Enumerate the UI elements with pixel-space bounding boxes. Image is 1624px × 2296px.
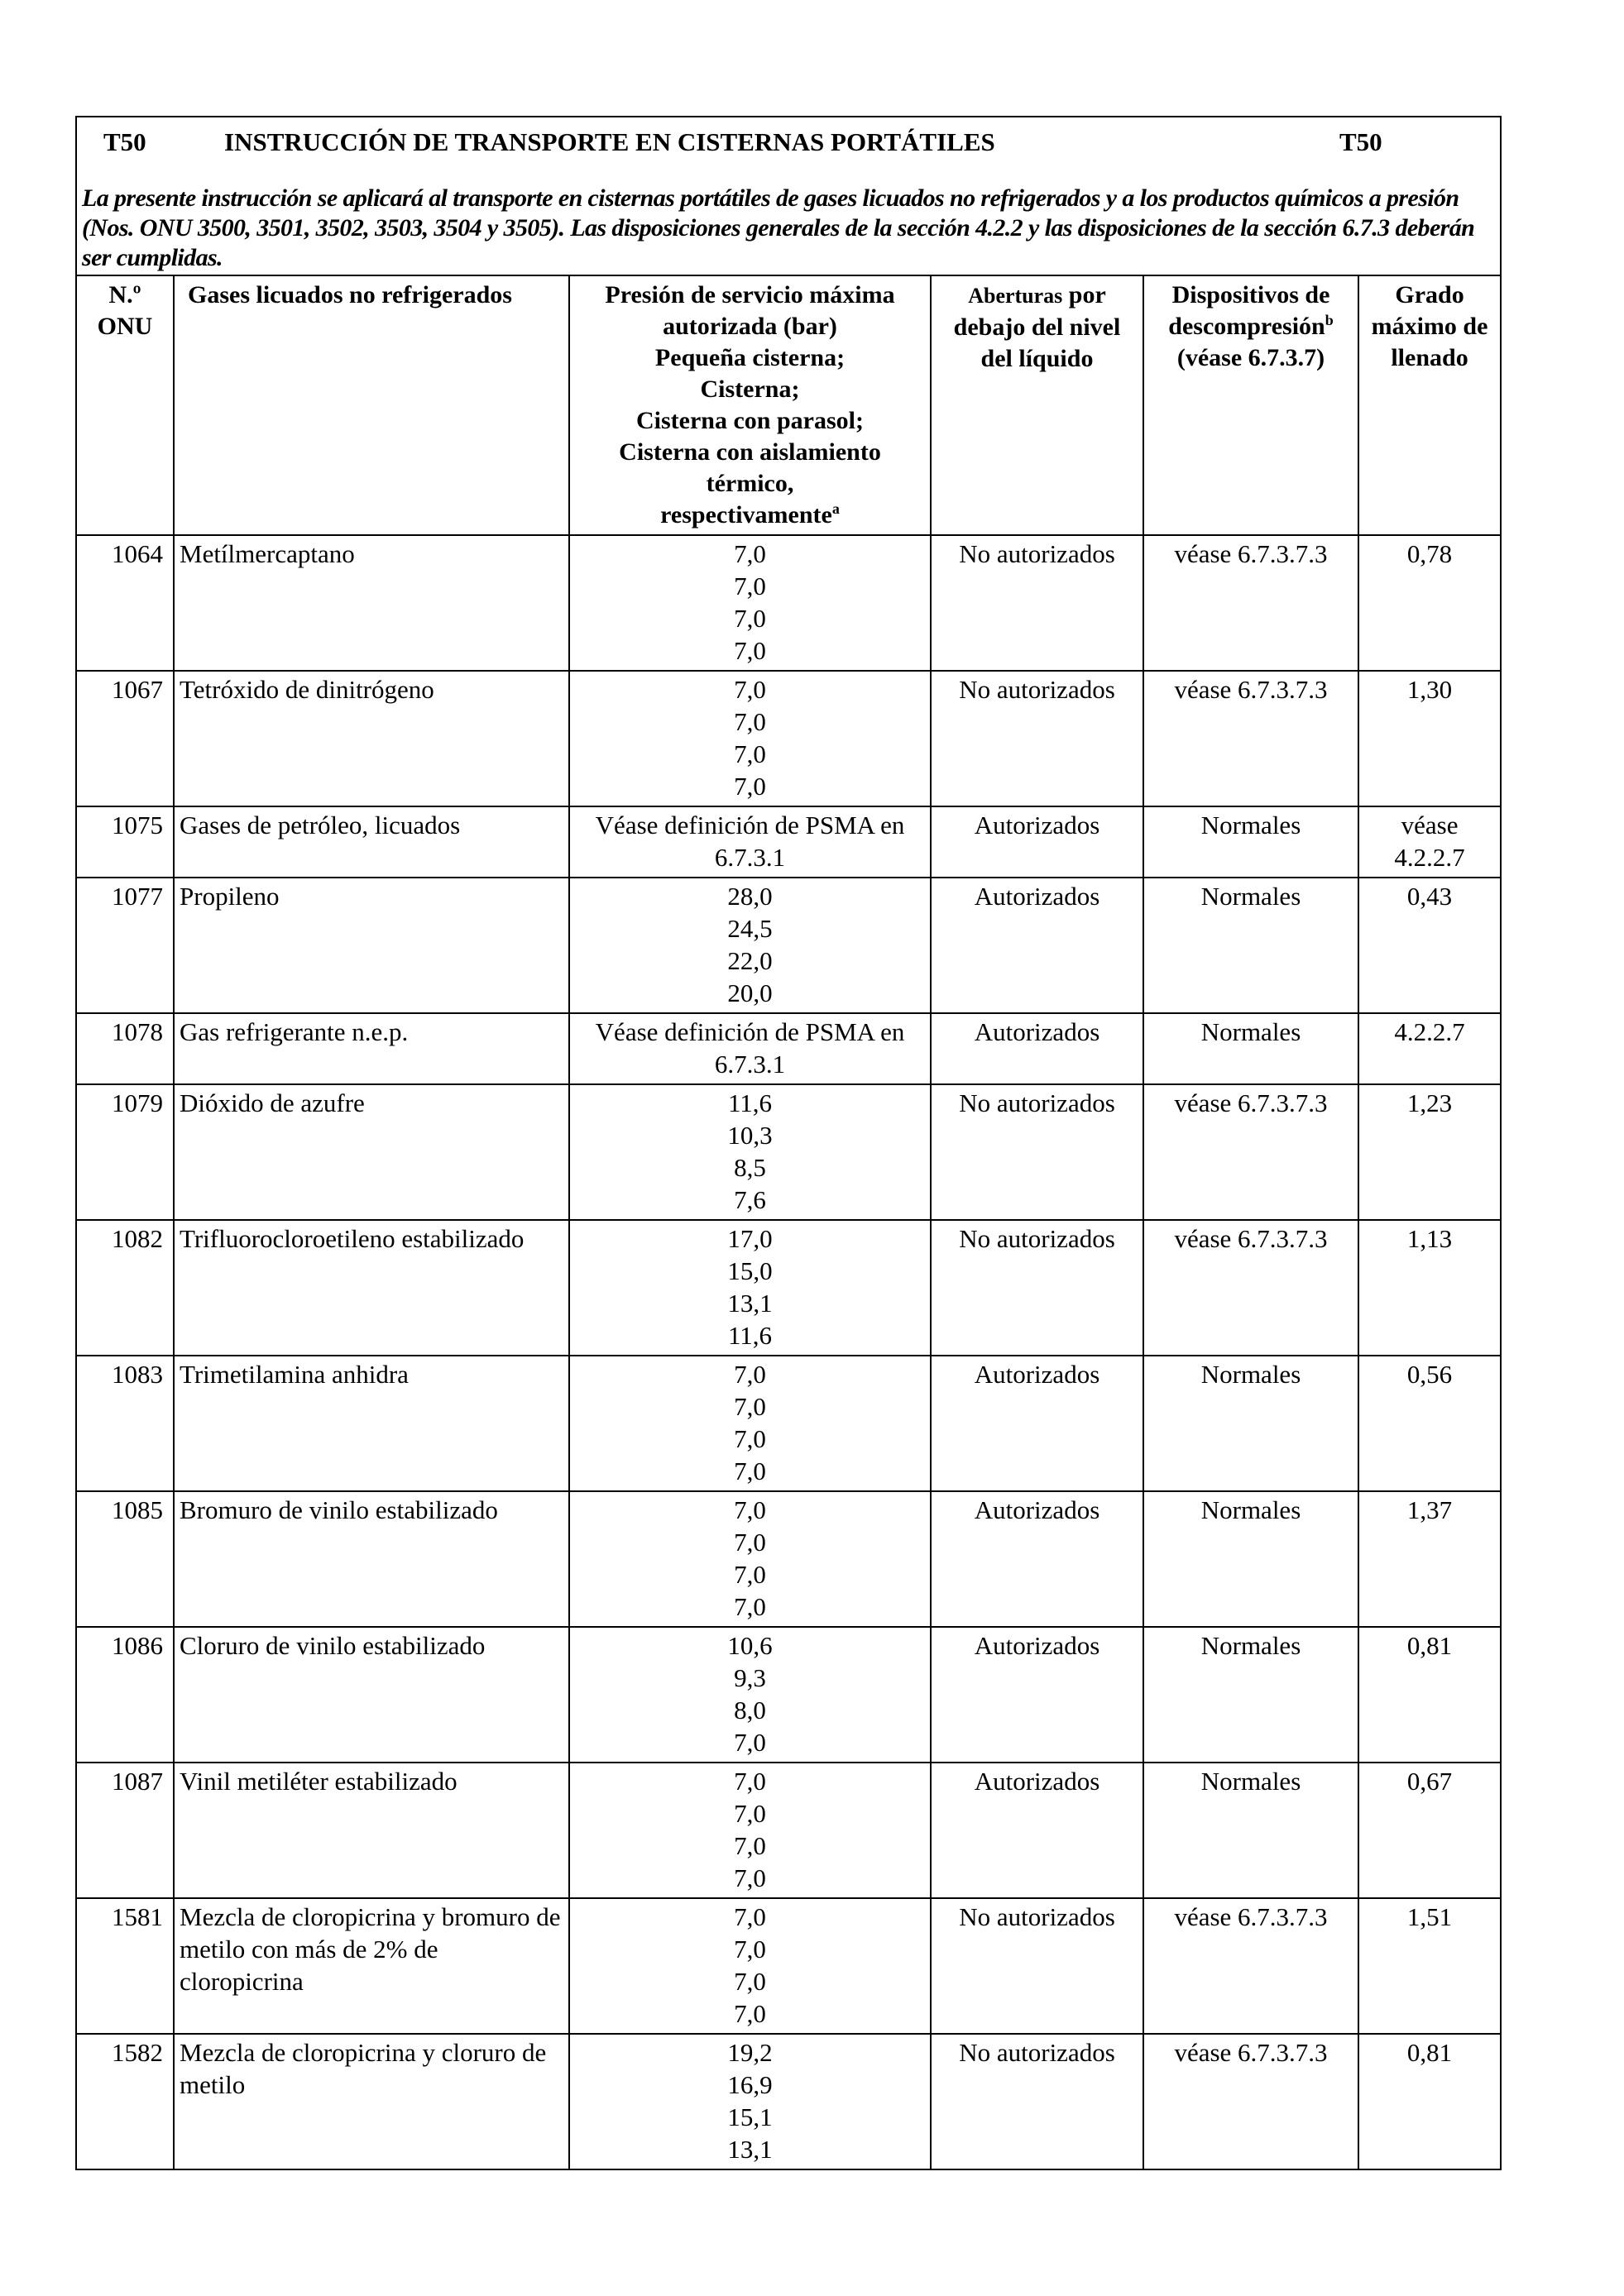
pressure-value: 7,0 bbox=[734, 1495, 766, 1524]
pressure-values bbox=[569, 878, 931, 1013]
max-filling-degree: 0,78 bbox=[1358, 535, 1501, 671]
onu-number: 1079 bbox=[76, 1084, 174, 1220]
onu-number: 1075 bbox=[76, 806, 174, 878]
pressure-value: 7,0 bbox=[734, 1392, 766, 1421]
relief-devices: Normales bbox=[1143, 806, 1358, 878]
pressure-value: 7,0 bbox=[734, 1592, 766, 1621]
onu-number: 1078 bbox=[76, 1013, 174, 1084]
openings-below-liquid: Autorizados bbox=[931, 806, 1143, 878]
pressure-value: 7,0 bbox=[734, 1767, 766, 1796]
onu-number: 1082 bbox=[76, 1220, 174, 1356]
pressure-values bbox=[569, 1220, 931, 1356]
substance-name: Metílmercaptano bbox=[174, 535, 569, 671]
pressure-value: 6.7.3.1 bbox=[714, 843, 786, 872]
pressure-value: 7,0 bbox=[734, 636, 766, 665]
pressure-value: 7,0 bbox=[734, 675, 766, 704]
table-row bbox=[76, 1491, 1501, 1627]
relief-devices: véase 6.7.3.7.3 bbox=[1143, 535, 1358, 671]
pressure-values bbox=[569, 1356, 931, 1491]
openings-below-liquid: Autorizados bbox=[931, 1627, 1143, 1763]
table-row bbox=[76, 2034, 1501, 2169]
pressure-values bbox=[569, 1013, 931, 1084]
relief-devices: Normales bbox=[1143, 1491, 1358, 1627]
relief-devices: véase 6.7.3.7.3 bbox=[1143, 671, 1358, 806]
openings-below-liquid: No autorizados bbox=[931, 535, 1143, 671]
max-filling-degree: 0,81 bbox=[1358, 1627, 1501, 1763]
substance-name: Gases de petróleo, licuados bbox=[174, 806, 569, 878]
substance-name: Propileno bbox=[174, 878, 569, 1013]
relief-devices: Normales bbox=[1143, 1763, 1358, 1898]
substance-name: Dióxido de azufre bbox=[174, 1084, 569, 1220]
pressure-value: 7,0 bbox=[734, 1967, 766, 1996]
pressure-value: 9,3 bbox=[734, 1663, 766, 1692]
pressure-value: 7,0 bbox=[734, 1999, 766, 2028]
max-filling-degree: 1,30 bbox=[1358, 671, 1501, 806]
pressure-value: 8,5 bbox=[734, 1153, 766, 1182]
substance-name: Gas refrigerante n.e.p. bbox=[174, 1013, 569, 1084]
pressure-value: 6.7.3.1 bbox=[714, 1050, 786, 1079]
onu-number: 1067 bbox=[76, 671, 174, 806]
relief-devices: véase 6.7.3.7.3 bbox=[1143, 1220, 1358, 1356]
pressure-value: Véase definición de PSMA en bbox=[595, 811, 905, 839]
max-filling-degree: 0,43 bbox=[1358, 878, 1501, 1013]
substance-name: Trimetilamina anhidra bbox=[174, 1356, 569, 1491]
substance-name: Vinil metiléter estabilizado bbox=[174, 1763, 569, 1898]
max-filling-degree: 1,13 bbox=[1358, 1220, 1501, 1356]
substance-name: Mezcla de cloropicrina y cloruro de metilo bbox=[174, 2034, 569, 2169]
pressure-values bbox=[569, 1627, 931, 1763]
onu-number: 1087 bbox=[76, 1763, 174, 1898]
pressure-value: 24,5 bbox=[727, 914, 773, 943]
pressure-value: 7,0 bbox=[734, 1728, 766, 1757]
pressure-value: 13,1 bbox=[727, 1289, 773, 1318]
max-filling-degree: 0,56 bbox=[1358, 1356, 1501, 1491]
pressure-value: 13,1 bbox=[727, 2135, 773, 2164]
header-filling-degree: Grado máximo de llenado bbox=[1358, 275, 1501, 535]
pressure-value: 11,6 bbox=[727, 1321, 773, 1350]
onu-number: 1083 bbox=[76, 1356, 174, 1491]
openings-below-liquid: Autorizados bbox=[931, 1356, 1143, 1491]
openings-below-liquid: Autorizados bbox=[931, 1491, 1143, 1627]
onu-number: 1064 bbox=[76, 535, 174, 671]
pressure-value: 7,6 bbox=[734, 1185, 766, 1214]
t50-table bbox=[75, 116, 1502, 2170]
pressure-value: 7,0 bbox=[734, 739, 766, 768]
pressure-value: 16,9 bbox=[727, 2070, 773, 2099]
substance-name: Mezcla de cloropicrina y bromuro de metilo con más de 2% de cloropicrina bbox=[174, 1898, 569, 2034]
pressure-value: 20,0 bbox=[727, 978, 773, 1007]
relief-devices: véase 6.7.3.7.3 bbox=[1143, 1898, 1358, 2034]
pressure-value: 7,0 bbox=[734, 1902, 766, 1931]
t50-document bbox=[75, 116, 1500, 2170]
pressure-value: 22,0 bbox=[727, 946, 773, 975]
header-gases: Gases licuados no refrigerados bbox=[174, 275, 569, 535]
header-pressure: Presión de servicio máxima autorizada (bar) Pequeña cisterna; Cisterna; Cisterna con parasol; Cisterna con aislamiento térmico, respectivamente$^a$ bbox=[569, 275, 931, 535]
code-left: T50 bbox=[103, 127, 146, 156]
pressure-value: 7,0 bbox=[734, 604, 766, 633]
substance-name: Bromuro de vinilo estabilizado bbox=[174, 1491, 569, 1627]
onu-number: 1085 bbox=[76, 1491, 174, 1627]
substance-name: Trifluorocloroetileno estabilizado bbox=[174, 1220, 569, 1356]
header-openings: Aberturas por debajo del nivel del líquido bbox=[931, 275, 1143, 535]
table-row bbox=[76, 535, 1501, 671]
header-relief-devices: Dispositivos de descompresión$^b$ (véase 6.7.3.7) bbox=[1143, 275, 1358, 535]
instruction-header bbox=[76, 117, 1501, 275]
pressure-value: 10,6 bbox=[727, 1631, 773, 1660]
openings-below-liquid: No autorizados bbox=[931, 671, 1143, 806]
pressure-values bbox=[569, 2034, 931, 2169]
table-row bbox=[76, 1084, 1501, 1220]
pressure-value: 7,0 bbox=[734, 1799, 766, 1828]
openings-below-liquid: Autorizados bbox=[931, 878, 1143, 1013]
table-row bbox=[76, 1220, 1501, 1356]
title-line bbox=[82, 122, 1495, 164]
pressure-value: 7,0 bbox=[734, 1457, 766, 1485]
pressure-values bbox=[569, 671, 931, 806]
onu-number: 1581 bbox=[76, 1898, 174, 2034]
pressure-value: 7,0 bbox=[734, 1360, 766, 1389]
onu-number: 1582 bbox=[76, 2034, 174, 2169]
openings-below-liquid: Autorizados bbox=[931, 1763, 1143, 1898]
relief-devices: Normales bbox=[1143, 1013, 1358, 1084]
pressure-value: 7,0 bbox=[734, 572, 766, 600]
pressure-value: 7,0 bbox=[734, 1935, 766, 1964]
pressure-values bbox=[569, 806, 931, 878]
code-right: T50 bbox=[1339, 127, 1382, 156]
table-row bbox=[76, 1356, 1501, 1491]
column-header-row bbox=[76, 275, 1501, 535]
relief-devices: véase 6.7.3.7.3 bbox=[1143, 1084, 1358, 1220]
max-filling-degree: 1,51 bbox=[1358, 1898, 1501, 2034]
max-filling-degree: 1,37 bbox=[1358, 1491, 1501, 1627]
pressure-value: 10,3 bbox=[727, 1121, 773, 1150]
openings-below-liquid: No autorizados bbox=[931, 1084, 1143, 1220]
pressure-value: 7,0 bbox=[734, 1863, 766, 1892]
pressure-value: 7,0 bbox=[734, 1831, 766, 1860]
max-filling-degree: 1,23 bbox=[1358, 1084, 1501, 1220]
pressure-values bbox=[569, 1084, 931, 1220]
table-row bbox=[76, 1013, 1501, 1084]
pressure-values bbox=[569, 1898, 931, 2034]
max-filling-degree: véase 4.2.2.7 bbox=[1358, 806, 1501, 878]
pressure-values bbox=[569, 535, 931, 671]
table-row bbox=[76, 671, 1501, 806]
header-onu: N.º ONU bbox=[76, 275, 174, 535]
substance-name: Cloruro de vinilo estabilizado bbox=[174, 1627, 569, 1763]
page-title: INSTRUCCIÓN DE TRANSPORTE EN CISTERNAS PORTÁTILES bbox=[224, 127, 995, 156]
max-filling-degree: 4.2.2.7 bbox=[1358, 1013, 1501, 1084]
pressure-values bbox=[569, 1763, 931, 1898]
table-row bbox=[76, 878, 1501, 1013]
relief-devices: Normales bbox=[1143, 1356, 1358, 1491]
pressure-value: 7,0 bbox=[734, 1528, 766, 1557]
pressure-value: 15,1 bbox=[727, 2102, 773, 2131]
relief-devices: Normales bbox=[1143, 878, 1358, 1013]
relief-devices: Normales bbox=[1143, 1627, 1358, 1763]
table-row bbox=[76, 1763, 1501, 1898]
onu-number: 1086 bbox=[76, 1627, 174, 1763]
pressure-value: 7,0 bbox=[734, 539, 766, 568]
intro-paragraph: La presente instrucción se aplicará al transporte en cisternas portátiles de gases licuados no refrigerados y a los productos químicos a presión (Nos. ONU 3500, 3501, 3502, 3503, 3504 y 3505). Las disposiciones generales de la sección 4.2.2 y las disposiciones de la sección 6.7.3 deberán ser cumplidas. bbox=[82, 184, 1475, 271]
pressure-value: 7,0 bbox=[734, 1424, 766, 1453]
pressure-value: 7,0 bbox=[734, 1560, 766, 1589]
pressure-value: 19,2 bbox=[727, 2038, 773, 2067]
pressure-value: 7,0 bbox=[734, 772, 766, 801]
pressure-value: Véase definición de PSMA en bbox=[595, 1017, 905, 1046]
openings-below-liquid: Autorizados bbox=[931, 1013, 1143, 1084]
max-filling-degree: 0,67 bbox=[1358, 1763, 1501, 1898]
table-row bbox=[76, 806, 1501, 878]
substance-name: Tetróxido de dinitrógeno bbox=[174, 671, 569, 806]
table-row bbox=[76, 1627, 1501, 1763]
openings-below-liquid: No autorizados bbox=[931, 1220, 1143, 1356]
openings-below-liquid: No autorizados bbox=[931, 2034, 1143, 2169]
pressure-value: 15,0 bbox=[727, 1256, 773, 1285]
relief-devices: véase 6.7.3.7.3 bbox=[1143, 2034, 1358, 2169]
pressure-value: 17,0 bbox=[727, 1224, 773, 1253]
pressure-value: 8,0 bbox=[734, 1696, 766, 1724]
pressure-value: 11,6 bbox=[727, 1088, 773, 1117]
pressure-value: 28,0 bbox=[727, 882, 773, 911]
onu-number: 1077 bbox=[76, 878, 174, 1013]
pressure-values bbox=[569, 1491, 931, 1627]
pressure-value: 7,0 bbox=[734, 707, 766, 736]
max-filling-degree: 0,81 bbox=[1358, 2034, 1501, 2169]
table-row bbox=[76, 1898, 1501, 2034]
openings-below-liquid: No autorizados bbox=[931, 1898, 1143, 2034]
